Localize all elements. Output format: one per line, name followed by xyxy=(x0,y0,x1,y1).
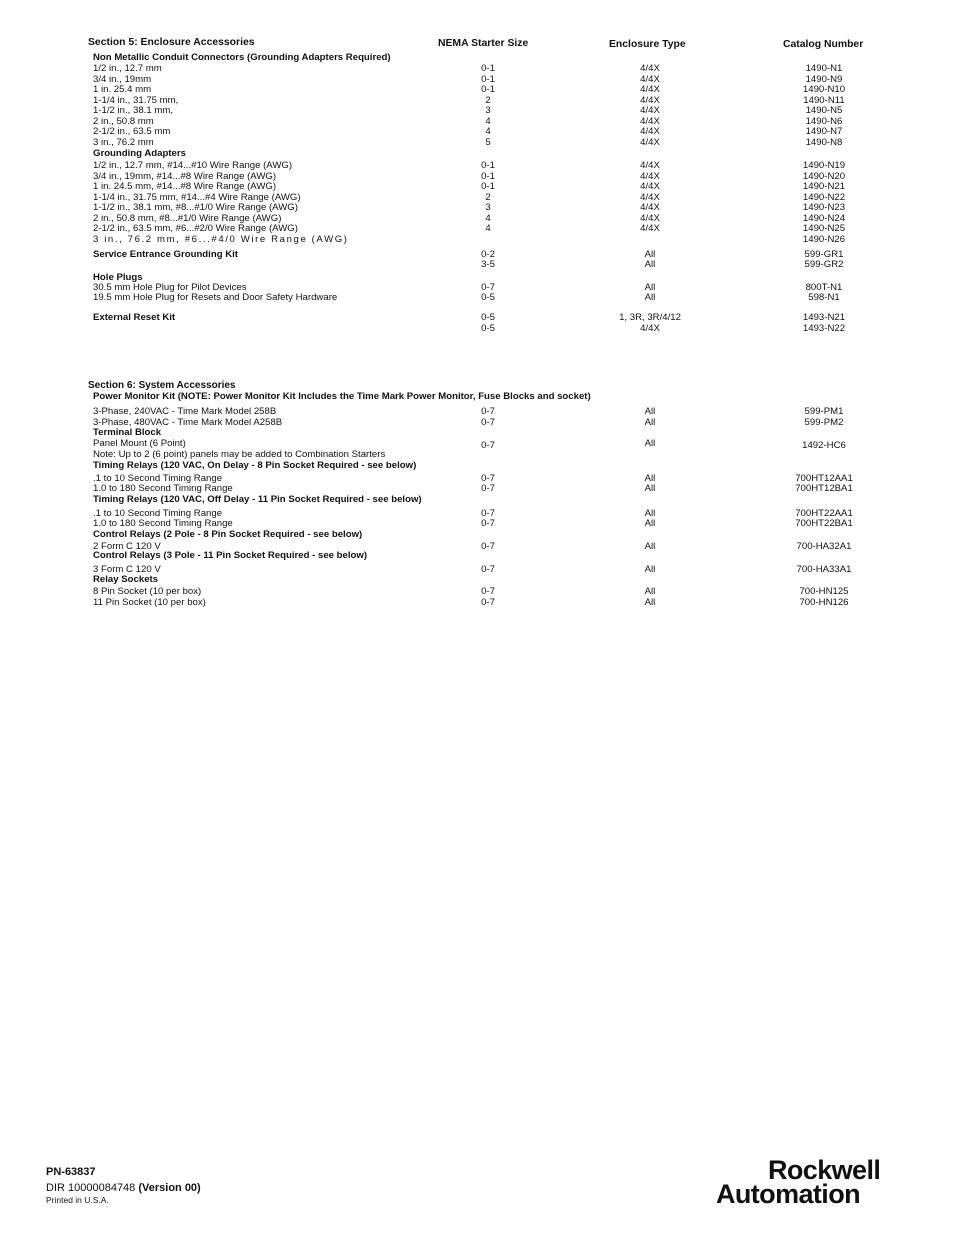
enclosure-type: All xyxy=(644,518,656,529)
catalog-number: 700-HN126 xyxy=(799,597,849,608)
enclosure-type: 4/4X xyxy=(640,192,660,203)
table-row xyxy=(0,312,954,323)
enclosure-type: 4/4X xyxy=(640,181,660,192)
catalog-number: 1490-N1 xyxy=(805,63,843,74)
table-row xyxy=(0,181,954,192)
item-description: 1/2 in., 12.7 mm, #14...#10 Wire Range (AWG) xyxy=(93,160,293,171)
catalog-number: 1490-N5 xyxy=(805,105,843,116)
enclosure-type: 4/4X xyxy=(640,126,660,137)
item-description: 2-1/2 in., 63.5 mm, #6...#2/0 Wire Range (AWG) xyxy=(93,223,298,234)
nema-size: 0-7 xyxy=(481,586,495,597)
nema-size: 2 xyxy=(485,95,491,106)
item-description: 2 Form C 120 V xyxy=(93,541,161,552)
catalog-number: 1490-N9 xyxy=(805,74,843,85)
enclosure-type: All xyxy=(644,541,656,552)
nema-size: 0-7 xyxy=(481,282,495,293)
item-description: 19.5 mm Hole Plug for Resets and Door Safety Hardware xyxy=(93,292,338,303)
item-description: 2-1/2 in., 63.5 mm xyxy=(93,126,171,137)
catalog-number: 1490-N20 xyxy=(802,171,846,182)
item-description: 1-1/4 in., 31.75 mm, #14...#4 Wire Range (AWG) xyxy=(93,192,301,203)
nema-size: 0-1 xyxy=(481,74,495,85)
nema-size: 0-2 xyxy=(481,249,495,260)
catalog-number: 1490-N25 xyxy=(802,223,846,234)
item-description: Timing Relays (120 VAC, On Delay - 8 Pin Socket Required - see below) xyxy=(93,460,417,471)
item-description: 3 in., 76.2 mm xyxy=(93,137,154,148)
table-row xyxy=(0,137,954,148)
enclosure-type: All xyxy=(644,438,656,449)
table-row xyxy=(0,202,954,213)
item-description: 1-1/2 in., 38.1 mm, xyxy=(93,105,173,116)
item-description: Note: Up to 2 (6 point) panels may be added to Combination Starters xyxy=(93,449,386,460)
table-row xyxy=(0,518,954,529)
item-description: 1.0 to 180 Second Timing Range xyxy=(93,518,233,529)
logo-line-1: Rockwell xyxy=(768,1155,881,1185)
catalog-number: 1493-N21 xyxy=(802,312,846,323)
item-description: Panel Mount (6 Point) xyxy=(93,438,186,449)
enclosure-type: All xyxy=(644,282,656,293)
table-row xyxy=(0,126,954,137)
nema-size: 0-7 xyxy=(481,518,495,529)
nema-size: 0-1 xyxy=(481,160,495,171)
table-row xyxy=(0,427,954,438)
column-header-nema: NEMA Starter Size xyxy=(438,38,529,49)
nema-size: 3-5 xyxy=(481,259,495,270)
item-description: Section 6: System Accessories xyxy=(88,380,236,391)
catalog-number: 599-PM1 xyxy=(804,406,844,417)
catalog-number: 1490-N24 xyxy=(802,213,846,224)
table-row xyxy=(0,449,954,460)
nema-size: 0-1 xyxy=(481,171,495,182)
enclosure-type: 4/4X xyxy=(640,74,660,85)
enclosure-type: 4/4X xyxy=(640,63,660,74)
logo-line-2: Automation xyxy=(716,1179,860,1209)
table-row xyxy=(0,494,954,505)
item-description: 3-Phase, 480VAC - Time Mark Model A258B xyxy=(93,417,283,428)
item-description: Grounding Adapters xyxy=(93,148,186,159)
catalog-number: 1490-N21 xyxy=(802,181,846,192)
nema-size: 0-7 xyxy=(481,564,495,575)
part-number: PN-63837 xyxy=(46,1166,96,1178)
enclosure-type: 4/4X xyxy=(640,223,660,234)
catalog-number: 599-GR2 xyxy=(804,259,844,270)
table-row xyxy=(0,586,954,597)
catalog-number: 1492-HC6 xyxy=(802,440,846,451)
item-description: 2 in., 50.8 mm, #8...#1/0 Wire Range (AWG) xyxy=(93,213,282,224)
item-description: 2 in., 50.8 mm xyxy=(93,116,154,127)
nema-size: 0-5 xyxy=(481,312,495,323)
catalog-number: 599-PM2 xyxy=(804,417,844,428)
nema-size: 0-1 xyxy=(481,181,495,192)
item-description: Hole Plugs xyxy=(93,272,143,283)
catalog-number: 700-HN125 xyxy=(799,586,849,597)
item-description: 1/2 in., 12.7 mm xyxy=(93,63,162,74)
table-row xyxy=(0,460,954,471)
nema-size: 0-7 xyxy=(481,597,495,608)
item-description: Control Relays (3 Pole - 11 Pin Socket Required - see below) xyxy=(93,550,368,561)
catalog-number: 1490-N19 xyxy=(802,160,846,171)
item-description: 3/4 in., 19mm, #14...#8 Wire Range (AWG) xyxy=(93,171,277,182)
table-row xyxy=(0,63,954,74)
table-row xyxy=(0,483,954,494)
nema-size: 3 xyxy=(485,202,491,213)
item-description: 1 in. 25.4 mm xyxy=(93,84,152,95)
table-row xyxy=(0,323,954,334)
item-description: Relay Sockets xyxy=(93,574,159,585)
enclosure-type: 4/4X xyxy=(640,137,660,148)
catalog-number: 1490-N10 xyxy=(802,84,846,95)
catalog-number: 1490-N8 xyxy=(805,137,843,148)
item-description: Non Metallic Conduit Connectors (Grounding Adapters Required) xyxy=(93,52,391,63)
dir-number: DIR 10000084748 (Version 00) xyxy=(46,1182,201,1194)
enclosure-type: 4/4X xyxy=(640,116,660,127)
catalog-number: 700HT12AA1 xyxy=(795,473,853,484)
catalog-number: 700HT22BA1 xyxy=(795,518,853,529)
catalog-number: 700-HA33A1 xyxy=(796,564,852,575)
enclosure-type: 4/4X xyxy=(640,213,660,224)
item-description: Control Relays (2 Pole - 8 Pin Socket Required - see below) xyxy=(93,529,363,540)
table-row xyxy=(0,550,954,561)
item-description: 3 Form C 120 V xyxy=(93,564,161,575)
table-row xyxy=(0,574,954,585)
table-row xyxy=(0,406,954,417)
table-row xyxy=(0,84,954,95)
catalog-number: 1490-N26 xyxy=(802,234,846,245)
nema-size: 0-7 xyxy=(481,483,495,494)
column-header-catalog: Catalog Number xyxy=(783,39,864,50)
nema-size: 0-5 xyxy=(481,292,495,303)
enclosure-type: All xyxy=(644,508,656,519)
nema-size: 0-7 xyxy=(481,541,495,552)
table-row xyxy=(0,223,954,234)
nema-size: 0-7 xyxy=(481,440,495,451)
enclosure-type: 4/4X xyxy=(640,202,660,213)
catalog-number: 700HT22AA1 xyxy=(795,508,853,519)
enclosure-type: All xyxy=(644,473,656,484)
catalog-number: 1490-N7 xyxy=(805,126,843,137)
catalog-number: 598-N1 xyxy=(808,292,840,303)
enclosure-type: All xyxy=(644,417,656,428)
item-description: 11 Pin Socket (10 per box) xyxy=(93,597,206,608)
catalog-number: 1490-N11 xyxy=(803,95,845,106)
enclosure-type: All xyxy=(644,406,656,417)
item-description: 3/4 in., 19mm xyxy=(93,74,152,85)
nema-size: 4 xyxy=(485,126,491,137)
table-row xyxy=(0,52,954,63)
enclosure-type: All xyxy=(644,249,656,260)
item-description: External Reset Kit xyxy=(93,312,176,323)
item-description: Power Monitor Kit (NOTE: Power Monitor Kit Includes the Time Mark Power Monitor, Fuse Blocks and socket) xyxy=(93,391,591,402)
table-row xyxy=(0,160,954,171)
nema-size: 3 xyxy=(485,105,491,116)
table-row xyxy=(0,292,954,303)
column-header-enclosure: Enclosure Type xyxy=(609,39,686,50)
section-5-title: Section 5: Enclosure Accessories xyxy=(88,37,255,48)
enclosure-type: All xyxy=(644,259,656,270)
table-row xyxy=(0,529,954,540)
table-row xyxy=(0,105,954,116)
catalog-number: 1493-N22 xyxy=(802,323,846,334)
nema-size: 4 xyxy=(485,116,491,127)
catalog-number: 1490-N23 xyxy=(802,202,846,213)
catalog-number: 599-GR1 xyxy=(804,249,844,260)
enclosure-type: All xyxy=(644,586,656,597)
nema-size: 0-7 xyxy=(481,473,495,484)
catalog-number: 1490-N22 xyxy=(802,192,846,203)
catalog-number: 700HT12BA1 xyxy=(795,483,853,494)
nema-size: 0-7 xyxy=(481,406,495,417)
enclosure-type: All xyxy=(644,564,656,575)
nema-size: 4 xyxy=(485,223,491,234)
enclosure-type: All xyxy=(644,483,656,494)
item-description: 1.0 to 180 Second Timing Range xyxy=(93,483,233,494)
table-row xyxy=(0,234,954,245)
table-row xyxy=(0,259,954,270)
item-description: 1-1/2 in., 38.1 mm, #8...#1/0 Wire Range (AWG) xyxy=(93,202,298,213)
item-description: Service Entrance Grounding Kit xyxy=(93,249,239,260)
enclosure-type: 4/4X xyxy=(640,323,660,334)
enclosure-type: 4/4X xyxy=(640,171,660,182)
enclosure-type: 4/4X xyxy=(640,160,660,171)
nema-size: 0-5 xyxy=(481,323,495,334)
catalog-number: 800T-N1 xyxy=(805,282,843,293)
item-description: 3-Phase, 240VAC - Time Mark Model 258B xyxy=(93,406,277,417)
item-description: 1-1/4 in., 31.75 mm, xyxy=(93,95,179,106)
enclosure-type: 4/4X xyxy=(640,84,660,95)
item-description: .1 to 10 Second Timing Range xyxy=(93,508,223,519)
item-description: 3 in., 76.2 mm, #6...#4/0 Wire Range (AWG) xyxy=(93,234,349,245)
nema-size: 5 xyxy=(485,137,491,148)
item-description: Terminal Block xyxy=(93,427,162,438)
item-description: 30.5 mm Hole Plug for Pilot Devices xyxy=(93,282,247,293)
enclosure-type: 4/4X xyxy=(640,95,660,106)
rockwell-automation-logo xyxy=(716,1155,926,1209)
nema-size: 2 xyxy=(485,192,491,203)
printed-in: Printed in U.S.A. xyxy=(46,1195,109,1205)
table-row xyxy=(0,597,954,608)
item-description: Timing Relays (120 VAC, Off Delay - 11 Pin Socket Required - see below) xyxy=(93,494,422,505)
item-description: 1 in. 24.5 mm, #14...#8 Wire Range (AWG) xyxy=(93,181,277,192)
table-row xyxy=(0,148,954,159)
version-label: (Version 00) xyxy=(138,1182,201,1194)
nema-size: 0-1 xyxy=(481,84,495,95)
catalog-number: 700-HA32A1 xyxy=(796,541,852,552)
nema-size: 0-7 xyxy=(481,417,495,428)
nema-size: 4 xyxy=(485,213,491,224)
enclosure-type: All xyxy=(644,292,656,303)
enclosure-type: All xyxy=(644,597,656,608)
item-description: .1 to 10 Second Timing Range xyxy=(93,473,223,484)
table-row xyxy=(0,380,954,391)
table-row xyxy=(0,391,954,402)
enclosure-type: 1, 3R, 3R/4/12 xyxy=(619,312,681,323)
enclosure-type: 4/4X xyxy=(640,105,660,116)
nema-size: 0-1 xyxy=(481,63,495,74)
nema-size: 0-7 xyxy=(481,508,495,519)
catalog-number: 1490-N6 xyxy=(805,116,843,127)
item-description: 8 Pin Socket (10 per box) xyxy=(93,586,202,597)
